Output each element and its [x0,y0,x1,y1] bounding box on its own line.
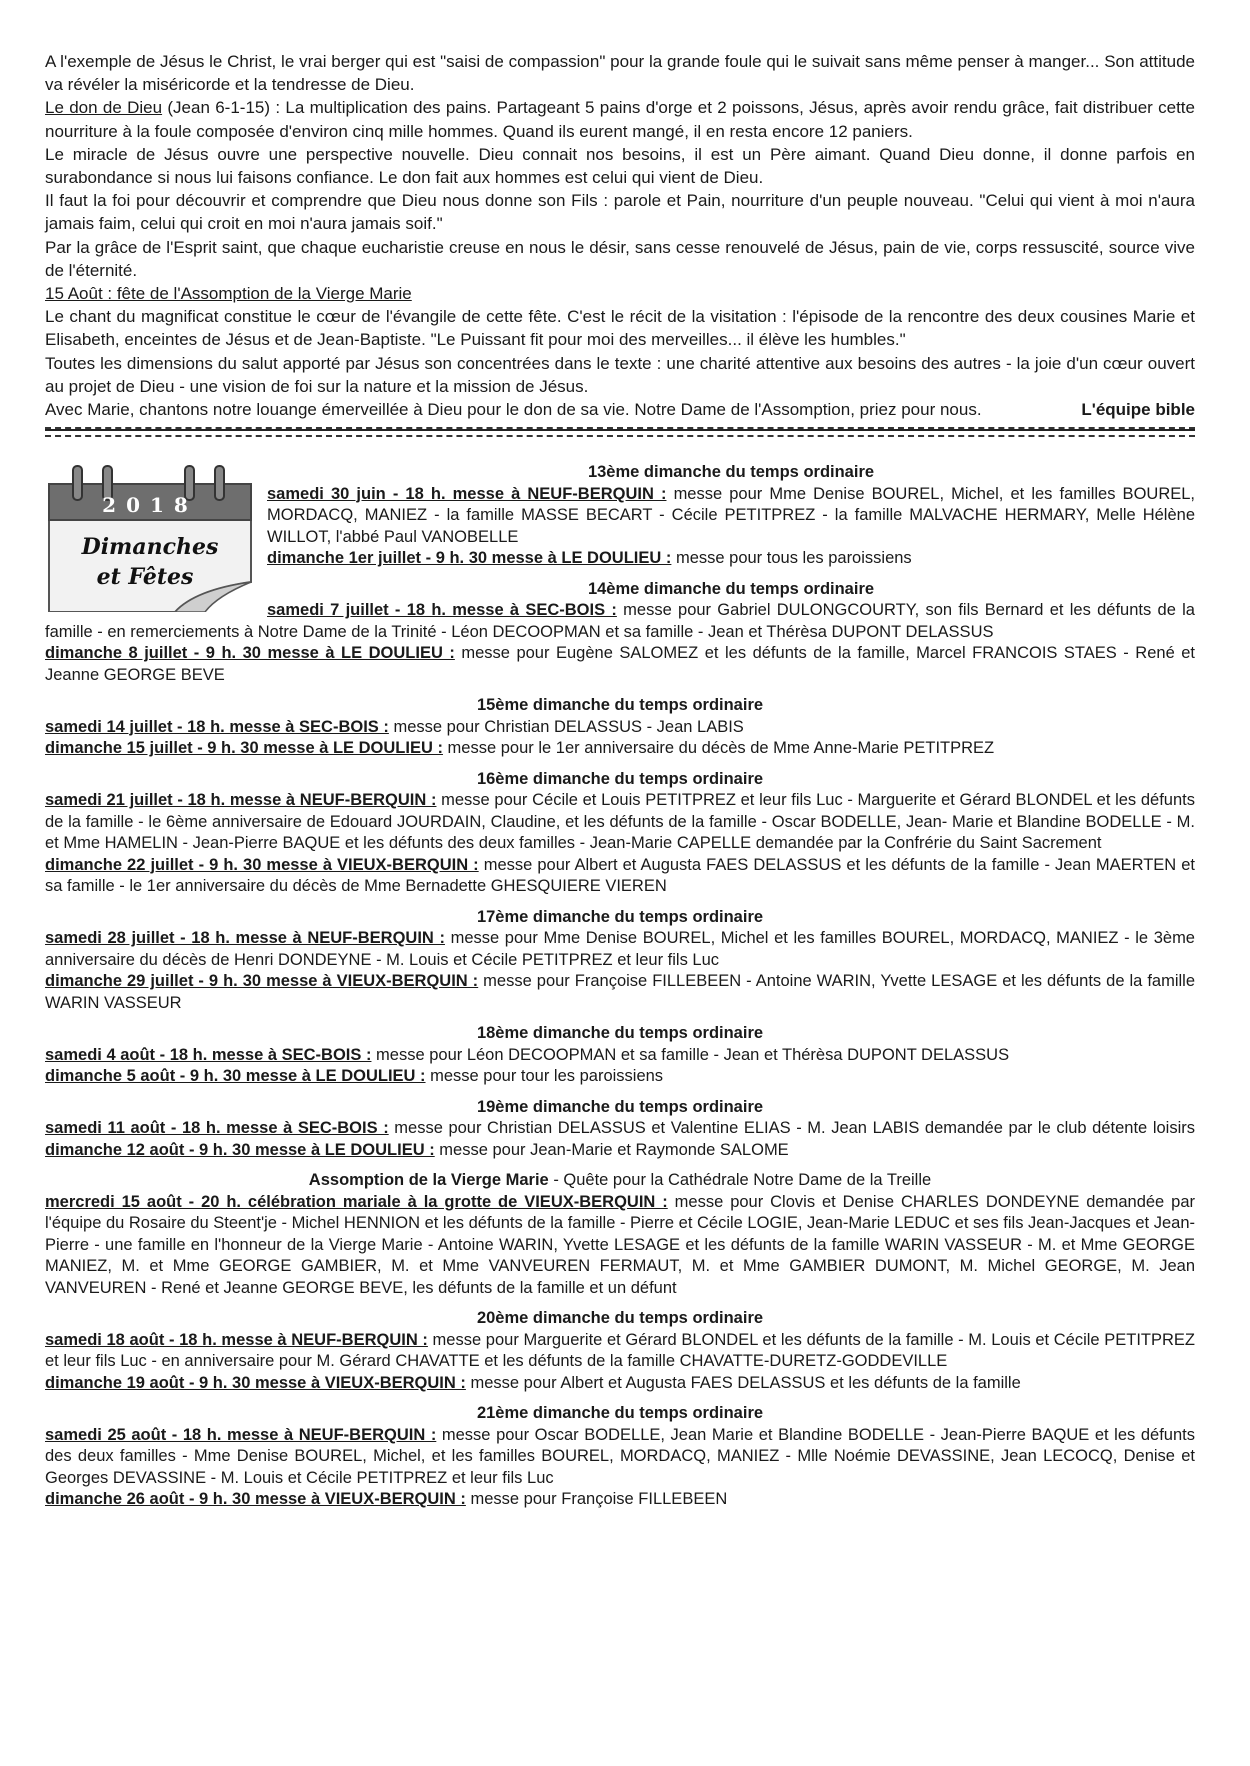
section-heading [45,1023,1195,1045]
mass-date-location: samedi 30 juin - 18 h. messe à NEUF-BERQUIN : [267,484,667,503]
mass-date-location: dimanche 19 août - 9 h. 30 messe à VIEUX-BERQUIN : [45,1373,466,1392]
calendar-line2: et Fêtes [96,564,194,590]
intro-paragraph: Le chant du magnificat constitue le cœur de l'évangile de cette fête. C'est le récit de la visitation : l'épisode de la rencontre des deux cousines Marie et Elisabeth, enceintes de Jésus et de Jean-Baptiste. "Le Puissant fit pour moi des merveilles... il élève les humbles." [45,307,1195,350]
mass-intentions: messe pour Mme Denise BOUREL, Michel, et les familles BOUREL, MORDACQ, MANIEZ - la famille MASSE BECART - Cécile PETITPREZ - la famille MALVACHE HERMARY, Melle Hélène WILLOT, l'abbé Paul VANOBELLE [267,484,1195,546]
mass-date-location: dimanche 26 août - 9 h. 30 messe à VIEUX-BERQUIN : [45,1490,466,1508]
mass-entry [45,1425,1195,1490]
mass-entry [45,971,1195,1014]
section-heading-text: 17ème dimanche du temps ordinaire [476,907,764,926]
mass-intentions: messe pour Françoise FILLEBEEN [465,1490,728,1508]
intro-paragraph: Toutes les dimensions du salut apporté par Jésus son concentrées dans le texte : une charité attentive aux besoins des autres - la joie d'un cœur ouvert au projet de Dieu - une vision de foi sur la nature et la mission de Jésus. [45,353,1195,396]
mass-schedule [45,462,1195,1511]
mass-date-location: dimanche 29 juillet - 9 h. 30 messe à VIEUX-BERQUIN : [45,972,479,990]
mass-entry [45,1330,1195,1373]
section-heading-text: 15ème dimanche du temps ordinaire [476,696,764,714]
section-heading-text: 13ème dimanche du temps ordinaire [587,463,875,481]
intro-text [45,50,1195,437]
calendar-year: 2018 [102,493,198,517]
mass-date-location: dimanche 15 juillet - 9 h. 30 messe à LE DOULIEU : [45,739,443,757]
mass-date-location: dimanche 12 août - 9 h. 30 messe à LE DOULIEU : [45,1140,435,1159]
intro-paragraph: Le miracle de Jésus ouvre une perspective nouvelle. Dieu connait nos besoins, il est un Père aimant. Quand Dieu donne, il donne parfois en surabondance si nous lui faisons confiance. Le don fait aux hommes est celui qui vient de Dieu. [45,144,1195,188]
mass-entry [45,738,1195,760]
section-heading [45,1097,1195,1119]
mass-date-location: samedi 4 août - 18 h. messe à SEC-BOIS : [45,1045,372,1064]
section-heading [45,907,1195,929]
mass-intentions: messe pour Albert et Augusta FAES DELASSUS et les défunts de la famille - Jean MAERTEN et sa famille - le 1er anniversaire du décès de Mme Bernadette GHESQUIERE VIEREN [45,855,1195,895]
section-heading-text: 16ème dimanche du temps ordinaire [476,769,764,788]
intro-paragraph: Il faut la foi pour découvrir et comprendre que Dieu nous donne son Fils : parole et Pain, nourriture d'un peuple nouveau. "Celui qui vient à moi n'aura jamais faim, celui qui croit en moi n'aura jamais soif." [45,191,1195,234]
mass-date-location: samedi 28 juillet - 18 h. messe à NEUF-BERQUIN : [45,929,445,947]
section-heading [45,1170,1195,1192]
section-heading [45,1308,1195,1330]
mass-section [45,1170,1195,1299]
mass-entry [45,1045,1195,1067]
mass-intentions: messe pour Oscar BODELLE, Jean Marie et Blandine BODELLE - Jean-Pierre BAQUE et les défunts des deux familles - Mme Denise BOUREL, Michel, et les familles BOUREL, MORDACQ, MANIEZ - Mlle Noémie DEVASSINE, Jean LECOCQ, Denise et Georges DEVASSINE - M. Louis et Cécile PETITPREZ et leur fils Luc [45,1425,1195,1487]
mass-entry [45,1066,1195,1088]
calendar-line1: Dimanches [81,534,219,560]
mass-section [45,1308,1195,1394]
mass-entry [45,1373,1195,1395]
mass-entry [45,1118,1195,1161]
don-de-dieu-title: Le don de Dieu [45,98,163,118]
mass-section [45,907,1195,1015]
mass-intentions: messe pour Gabriel DULONGCOURTY, son fils Bernard et les défunts de la famille - en remerciements à Notre Dame de la Trinité - Léon DECOOPMAN et sa famille - Jean et Thérèsa DUPONT DELASSUS [45,601,1195,641]
section-heading [45,769,1195,791]
mass-intentions: messe pour le 1er anniversaire du décès de Mme Anne-Marie PETITPREZ [442,739,995,757]
mass-intentions: messe pour Albert et Augusta FAES DELASSUS et les défunts de la famille [465,1373,1021,1392]
mass-intentions: messe pour Jean-Marie et Raymonde SALOME [434,1140,789,1159]
section-heading-text: 20ème dimanche du temps ordinaire [476,1309,764,1327]
mass-entry [45,717,1195,739]
mass-date-location: dimanche 5 août - 9 h. 30 messe à LE DOULIEU : [45,1067,426,1085]
mass-date-location: samedi 14 juillet - 18 h. messe à SEC-BOIS : [45,717,389,736]
signature: L'équipe bible [1081,400,1195,420]
don-de-dieu-text: (Jean 6-1-15) : La multiplication des pains. Partageant 5 pains d'orge et 2 poissons, Jésus, après avoir rendu grâce, fait distribuer cette nourriture à la foule composée d'environ cinq mille hommes. Quand ils eurent mangé, il en resta encore 12 paniers. [45,98,1195,141]
mass-section [45,1403,1195,1511]
mass-date-location: samedi 7 juillet - 18 h. messe à SEC-BOIS : [267,601,617,619]
section-heading [45,1403,1195,1425]
mass-date-location: samedi 11 août - 18 h. messe à SEC-BOIS : [45,1119,389,1137]
mass-entry [45,855,1195,898]
mass-entry [45,643,1195,686]
intro-paragraph [45,398,1195,421]
mass-intentions: messe pour tous les paroissiens [671,549,912,567]
section-heading [45,695,1195,717]
mass-date-location: samedi 18 août - 18 h. messe à NEUF-BERQUIN : [45,1330,428,1349]
mass-intentions: messe pour Eugène SALOMEZ et les défunts de la famille, Marcel FRANCOIS STAES - René et Jeanne GEORGE BEVE [45,644,1196,684]
mass-intentions: messe pour Clovis et Denise CHARLES DONDEYNE demandée par l'équipe du Rosaire du Steent'je - Michel HENNION et les défunts de la famille - Pierre et Cécile LOGIE, Jean-Marie LEDUC et ses fils Jean-Jacques et Jean-Pierre - une famille en l'honneur de la Vierge Marie - Antoine WARIN, Yvette LESAGE et les défunts de la famille WARIN VASSEUR - M. et Mme GEORGE MANIEZ, M. et Mme GEORGE GAMBIER, M. et Mme VANVEUREN FERMAUT, M. et Mme GAMBIER DUMONT, M. Michel GEORGE, M. Jean VANVEUREN - René et Jeanne GEORGE BEVE, les défunts de la famille et un défunt [45,1192,1195,1297]
mass-section [45,769,1195,898]
mass-section [45,1097,1195,1162]
intro-paragraph: A l'exemple de Jésus le Christ, le vrai berger qui est "saisi de compassion" pour la grande foule qui le suivait sans même penser à manger... Son attitude va révéler la miséricorde et la tendresse de Dieu. [45,52,1195,95]
mass-entry [45,790,1195,855]
sections-container [45,462,1195,1511]
section-heading-text: Assomption de la Vierge Marie [308,1171,549,1189]
section-heading-text: 18ème dimanche du temps ordinaire [476,1024,764,1042]
section-heading-text: 14ème dimanche du temps ordinaire [587,579,875,598]
section-heading-text: 21ème dimanche du temps ordinaire [476,1404,764,1422]
calendar-icon [45,462,255,612]
mass-section [45,695,1195,760]
mass-date-location: dimanche 22 juillet - 9 h. 30 messe à VIEUX-BERQUIN : [45,855,479,874]
mass-intentions: messe pour tour les paroissiens [425,1067,664,1085]
mass-intentions: messe pour Christian DELASSUS et Valentine ELIAS - M. Jean LABIS demandée par le club détente loisirs [388,1119,1195,1137]
mass-date-location: dimanche 8 juillet - 9 h. 30 messe à LE DOULIEU : [45,644,455,662]
section-heading-note: - Quête pour la Cathédrale Notre Dame de la Treille [548,1171,932,1189]
mass-entry [45,928,1195,971]
mass-intentions: messe pour Mme Denise BOUREL, Michel et les familles BOUREL, MORDACQ, MANIEZ - le 3ème anniversaire du décès de Henri DONDEYNE - M. Louis et Cécile PETITPREZ et leur fils Luc [45,929,1195,969]
mass-intentions: messe pour Christian DELASSUS - Jean LABIS [388,717,744,736]
section-heading-text: 19ème dimanche du temps ordinaire [476,1097,764,1116]
calendar-graphic [45,462,255,612]
mass-entry [45,1192,1195,1300]
intro-paragraph [45,96,1195,142]
prayer-text: Avec Marie, chantons notre louange émerveillée à Dieu pour le don de sa vie. Notre Dame de l'Assomption, priez pour nous. [45,400,982,420]
mass-date-location: samedi 21 juillet - 18 h. messe à NEUF-BERQUIN : [45,791,437,809]
mass-date-location: samedi 25 août - 18 h. messe à NEUF-BERQUIN : [45,1425,437,1444]
assomption-title: 15 Août : fête de l'Assomption de la Vierge Marie [45,284,412,304]
mass-date-location: dimanche 1er juillet - 9 h. 30 messe à LE DOULIEU : [267,549,672,567]
intro-paragraph: Par la grâce de l'Esprit saint, que chaque eucharistie creuse en nous le désir, sans cesse renouvelé de Jésus, pain de vie, corps ressuscité, source vive de l'éternité. [45,237,1195,280]
mass-intentions: messe pour Marguerite et Gérard BLONDEL et les défunts de la famille - M. Louis et Cécile PETITPREZ et leur fils Luc - en anniversaire pour M. Gérard CHAVATTE et les défunts de la famille CHAVATTE-DURETZ-GODDEVILLE [45,1330,1195,1370]
mass-section [45,1023,1195,1088]
mass-intentions: messe pour Léon DECOOPMAN et sa famille - Jean et Thérèsa DUPONT DELASSUS [371,1045,1010,1064]
mass-entry [45,1489,1195,1511]
mass-date-location: mercredi 15 août - 20 h. célébration mariale à la grotte de VIEUX-BERQUIN : [45,1192,668,1211]
mass-intentions: messe pour Cécile et Louis PETITPREZ et leur fils Luc - Marguerite et Gérard BLONDEL et les défunts de la famille - le 6ème anniversaire de Edouard JOURDAIN, Claudine, et les défunts de la famille - Oscar BODELLE, Jean- Marie et Blandine BODELLE - M. et Mme HAMELIN - Jean-Pierre BAQUE et les défunts des deux familles - Jean-Marie CAPELLE demandée par la Confrérie du Saint Sacrement [45,791,1195,852]
mass-intentions: messe pour Françoise FILLEBEEN - Antoine WARIN, Yvette LESAGE et les défunts de la famille WARIN VASSEUR [45,972,1196,1012]
separator-line [45,427,1195,437]
